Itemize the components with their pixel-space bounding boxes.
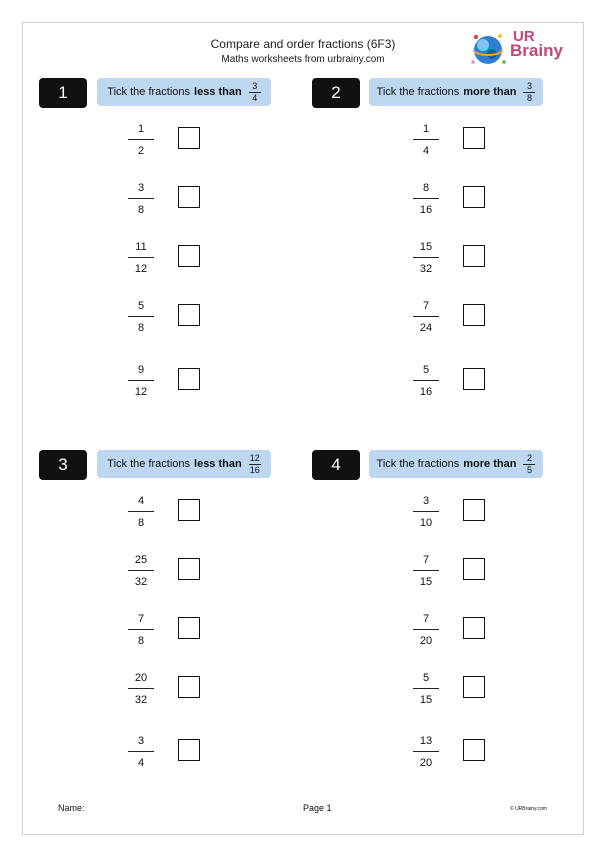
fraction-item	[413, 672, 533, 712]
fraction-item	[128, 495, 248, 535]
tick-box[interactable]	[178, 739, 200, 761]
tick-box[interactable]	[463, 186, 485, 208]
numerator: 3	[422, 495, 430, 507]
copyright: © URBrainy.com	[510, 806, 547, 812]
tick-box[interactable]	[178, 186, 200, 208]
fraction-item	[413, 123, 533, 163]
tick-box[interactable]	[178, 304, 200, 326]
tick-box[interactable]	[463, 127, 485, 149]
denominator: 15	[419, 694, 433, 706]
denominator: 16	[419, 204, 433, 216]
denominator: 8	[137, 322, 145, 334]
question-prompt	[369, 450, 543, 478]
numerator: 7	[422, 554, 430, 566]
target-numerator: 3	[526, 80, 532, 91]
denominator: 12	[134, 386, 148, 398]
fraction-item	[128, 672, 248, 712]
numerator: 20	[134, 672, 148, 684]
denominator: 4	[137, 757, 145, 769]
numerator: 3	[137, 182, 145, 194]
denominator: 8	[137, 517, 145, 529]
fraction-item	[413, 495, 533, 535]
numerator: 7	[137, 613, 145, 625]
target-fraction	[523, 82, 535, 103]
denominator: 20	[419, 635, 433, 647]
prompt-text: Tick the fractions	[376, 86, 460, 98]
denominator: 4	[422, 145, 430, 157]
question-prompt	[369, 78, 543, 106]
tick-box[interactable]	[178, 499, 200, 521]
prompt-comparison: more than	[463, 458, 517, 470]
denominator: 20	[419, 757, 433, 769]
prompt-text: Tick the fractions	[107, 458, 191, 470]
fraction-item	[128, 123, 248, 163]
question-number: 2	[312, 78, 360, 108]
denominator: 15	[419, 576, 433, 588]
target-fraction	[523, 454, 535, 475]
fraction-item	[128, 300, 248, 340]
denominator: 10	[419, 517, 433, 529]
target-denominator: 5	[526, 464, 532, 475]
numerator: 5	[422, 364, 430, 376]
logo-line2: Brainy	[510, 41, 563, 60]
tick-box[interactable]	[463, 304, 485, 326]
denominator: 32	[419, 263, 433, 275]
prompt-text: Tick the fractions	[107, 86, 191, 98]
denominator: 32	[134, 576, 148, 588]
fraction-item	[128, 364, 248, 404]
numerator: 7	[422, 300, 430, 312]
numerator: 25	[134, 554, 148, 566]
numerator: 5	[137, 300, 145, 312]
denominator: 16	[419, 386, 433, 398]
prompt-comparison: less than	[194, 86, 242, 98]
question-prompt	[97, 78, 271, 106]
tick-box[interactable]	[178, 558, 200, 580]
denominator: 2	[137, 145, 145, 157]
target-fraction	[249, 82, 261, 103]
denominator: 32	[134, 694, 148, 706]
question-prompt	[97, 450, 271, 478]
fraction-item	[128, 182, 248, 222]
fraction-item	[413, 613, 533, 653]
tick-box[interactable]	[463, 499, 485, 521]
numerator: 11	[135, 241, 147, 253]
numerator: 15	[419, 241, 433, 253]
tick-box[interactable]	[178, 127, 200, 149]
tick-box[interactable]	[178, 676, 200, 698]
fraction-item	[413, 241, 533, 281]
page-title: Compare and order fractions (6F3)	[210, 37, 396, 51]
numerator: 8	[422, 182, 430, 194]
tick-box[interactable]	[178, 617, 200, 639]
question-number: 1	[39, 78, 87, 108]
denominator: 8	[137, 635, 145, 647]
fraction-item	[413, 735, 533, 775]
question-number: 3	[39, 450, 87, 480]
page-subtitle: Maths worksheets from urbrainy.com	[221, 54, 385, 65]
question-number: 4	[312, 450, 360, 480]
numerator: 7	[422, 613, 430, 625]
fraction-item	[128, 613, 248, 653]
tick-box[interactable]	[463, 739, 485, 761]
numerator: 1	[422, 123, 430, 135]
target-denominator: 16	[249, 464, 260, 475]
tick-box[interactable]	[178, 368, 200, 390]
fraction-item	[413, 182, 533, 222]
target-fraction	[249, 454, 261, 475]
logo-wordmark	[510, 28, 563, 60]
tick-box[interactable]	[463, 245, 485, 267]
prompt-comparison: less than	[194, 458, 242, 470]
denominator: 12	[134, 263, 148, 275]
denominator: 24	[419, 322, 433, 334]
numerator: 3	[137, 735, 145, 747]
numerator: 4	[137, 495, 145, 507]
target-numerator: 2	[526, 452, 532, 463]
tick-box[interactable]	[463, 558, 485, 580]
prompt-comparison: more than	[463, 86, 517, 98]
fraction-item	[128, 241, 248, 281]
numerator: 9	[137, 364, 145, 376]
tick-box[interactable]	[178, 245, 200, 267]
numerator: 5	[422, 672, 430, 684]
name-label: Name:	[58, 803, 85, 813]
target-denominator: 4	[252, 92, 258, 103]
denominator: 8	[137, 204, 145, 216]
fraction-item	[128, 735, 248, 775]
page-number: Page 1	[303, 803, 332, 813]
fraction-item	[413, 554, 533, 594]
target-numerator: 3	[252, 80, 258, 91]
numerator: 13	[419, 735, 433, 747]
target-denominator: 8	[526, 92, 532, 103]
target-numerator: 12	[249, 452, 260, 463]
tick-box[interactable]	[463, 676, 485, 698]
logo-line1: UR	[513, 28, 535, 45]
numerator: 1	[137, 123, 145, 135]
fraction-item	[413, 364, 533, 404]
prompt-text: Tick the fractions	[376, 458, 460, 470]
fraction-item	[128, 554, 248, 594]
fraction-item	[413, 300, 533, 340]
tick-box[interactable]	[463, 368, 485, 390]
tick-box[interactable]	[463, 617, 485, 639]
